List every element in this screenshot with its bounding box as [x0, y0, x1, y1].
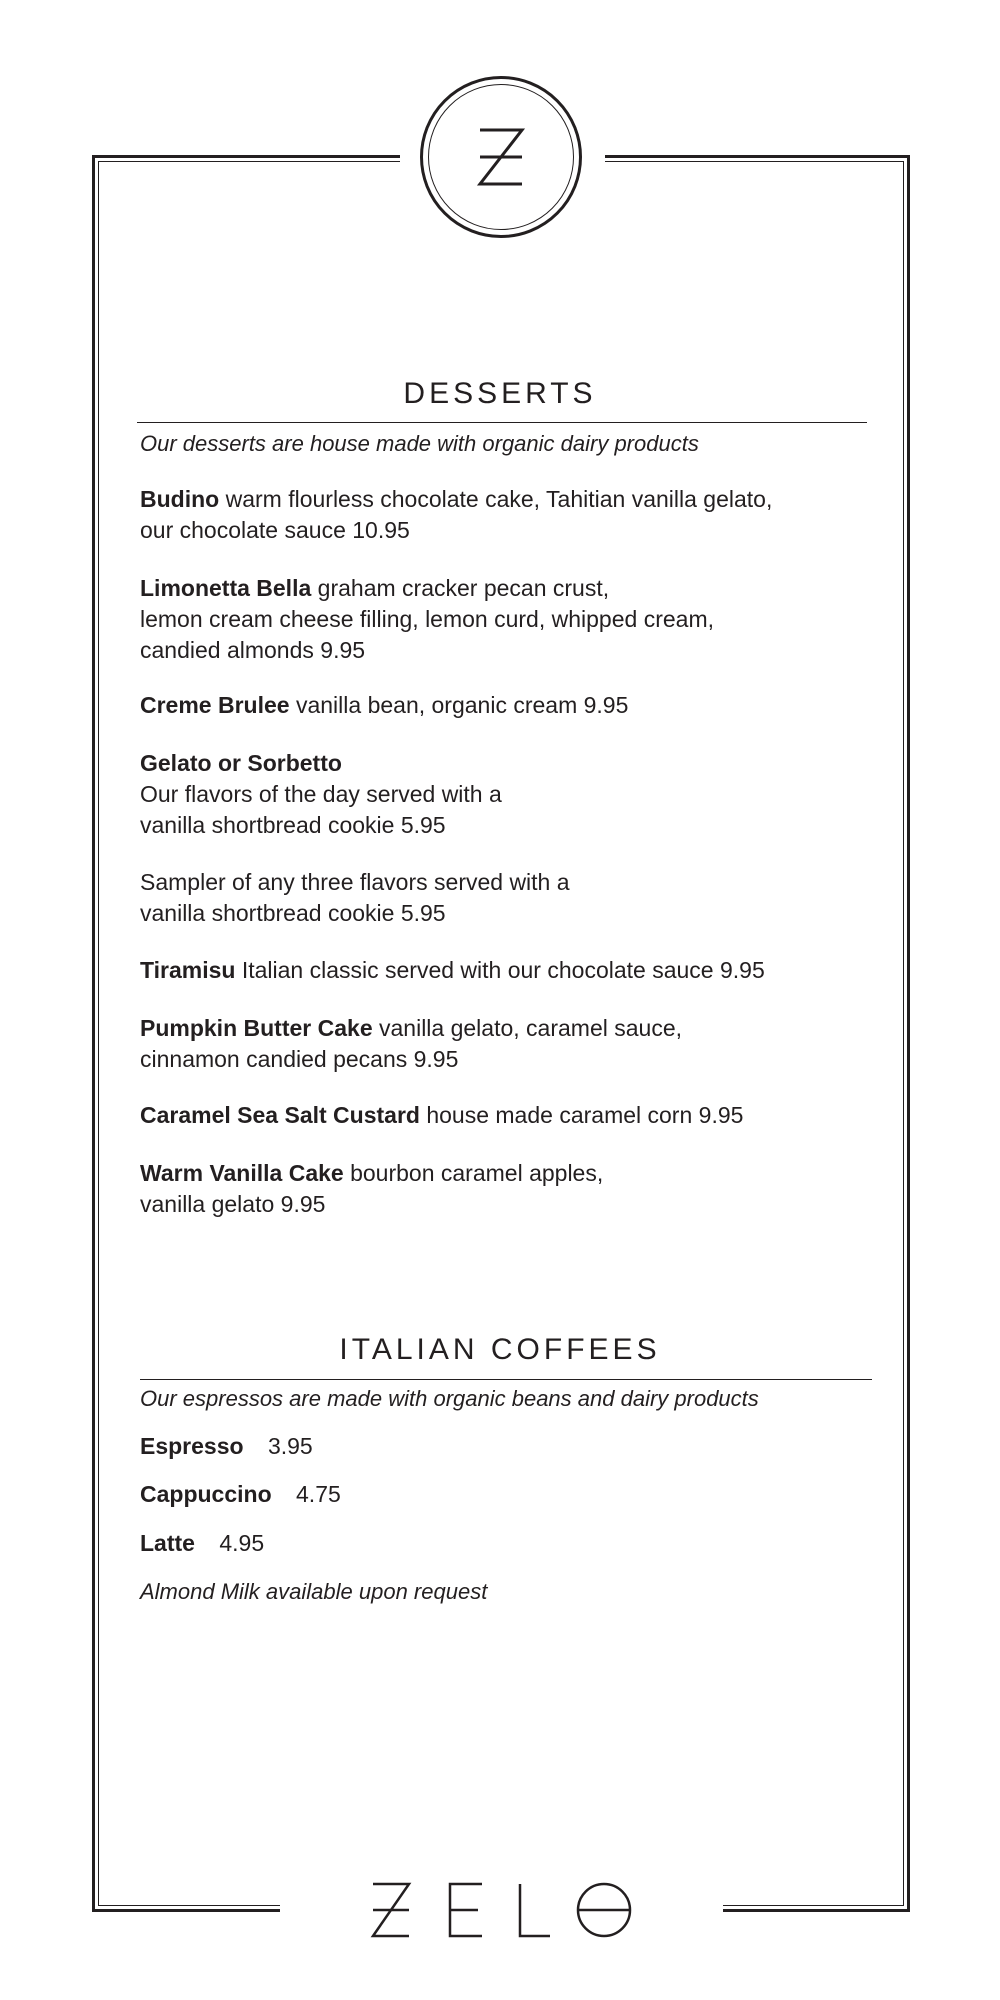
dessert-description: vanilla bean, organic cream 9.95 [295, 692, 629, 718]
desserts-title: DESSERTS [403, 377, 597, 410]
dessert-name: Tiramisu [140, 957, 236, 983]
dessert-item [140, 484, 890, 546]
dessert-item [140, 955, 890, 986]
coffee-item [140, 1528, 264, 1559]
coffee-name: Latte [140, 1530, 195, 1556]
dessert-description: vanilla gelato 9.95 [140, 1191, 326, 1217]
dessert-item [140, 1158, 890, 1220]
dessert-name: Warm Vanilla Cake [140, 1160, 344, 1186]
dessert-item [140, 573, 890, 666]
dessert-description: Sampler of any three flavors served with a [140, 869, 570, 895]
dessert-description: lemon cream cheese filling, lemon curd, whipped cream, [140, 606, 714, 632]
dessert-item [140, 690, 890, 721]
desserts-title-rule [137, 422, 867, 423]
coffee-item [140, 1431, 313, 1462]
dessert-description: Our flavors of the day served with a [140, 781, 502, 807]
coffee-price: 4.75 [296, 1481, 341, 1507]
dessert-item [140, 1100, 890, 1131]
coffees-title: ITALIAN COFFEES [339, 1333, 661, 1366]
dessert-description: warm flourless chocolate cake, Tahitian vanilla gelato, [225, 486, 773, 512]
dessert-description: our chocolate sauce 10.95 [140, 517, 410, 543]
coffee-name: Espresso [140, 1433, 244, 1459]
dessert-description: vanilla shortbread cookie 5.95 [140, 900, 446, 926]
zelo-wordmark-logo [370, 1880, 635, 1940]
dessert-name: Caramel Sea Salt Custard [140, 1102, 420, 1128]
dessert-name: Pumpkin Butter Cake [140, 1015, 373, 1041]
dessert-name: Creme Brulee [140, 692, 290, 718]
coffees-title-rule [140, 1379, 872, 1380]
dessert-item [140, 1013, 890, 1075]
dessert-description: house made caramel corn 9.95 [426, 1102, 744, 1128]
dessert-item [140, 867, 890, 929]
coffees-subtitle: Our espressos are made with organic beans and dairy products [140, 1386, 759, 1411]
dessert-name: Gelato or Sorbetto [140, 750, 342, 776]
coffee-name: Cappuccino [140, 1481, 272, 1507]
dessert-name: Budino [140, 486, 220, 512]
desserts-subtitle: Our desserts are house made with organic dairy products [140, 431, 699, 456]
logo-monogram [476, 126, 526, 188]
coffee-item [140, 1479, 341, 1510]
dessert-description: vanilla shortbread cookie 5.95 [140, 812, 446, 838]
dessert-name: Limonetta Bella [140, 575, 312, 601]
dessert-description: candied almonds 9.95 [140, 637, 366, 663]
coffee-price: 3.95 [267, 1433, 313, 1459]
dessert-description: bourbon caramel apples, [350, 1160, 604, 1186]
dessert-description: graham cracker pecan crust, [317, 575, 610, 601]
coffee-price: 4.95 [219, 1530, 265, 1556]
dessert-item [140, 748, 890, 841]
dessert-description: Italian classic served with our chocolate sauce 9.95 [241, 957, 765, 983]
dessert-description: vanilla gelato, caramel sauce, [379, 1015, 682, 1041]
dessert-description: cinnamon candied pecans 9.95 [140, 1046, 459, 1072]
almond-milk-note: Almond Milk available upon request [140, 1579, 488, 1604]
